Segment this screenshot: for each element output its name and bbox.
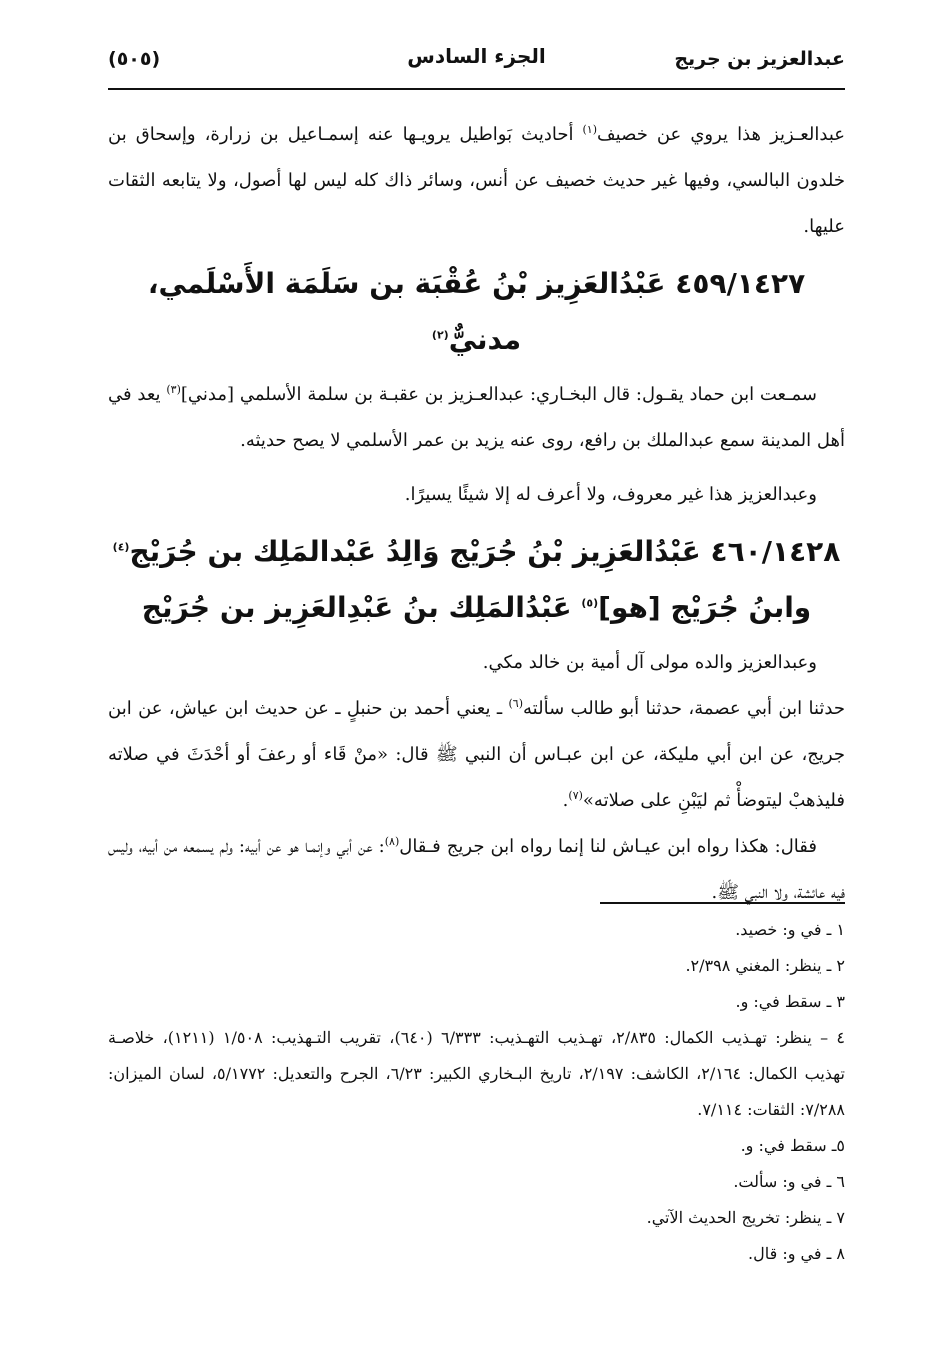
footnote-ref-3: (٣) — [166, 383, 181, 396]
paragraph-2 — [108, 372, 845, 464]
entry-heading-460-line-2a: وابنُ جُرَيْج [هو] — [598, 591, 812, 624]
paragraph-5-end: . — [562, 790, 569, 811]
footnote-divider — [600, 902, 845, 904]
footnote-ref-4: (٤) — [112, 540, 130, 554]
footnote-ref-7: (٧) — [568, 789, 583, 802]
entry-heading-460 — [108, 524, 845, 636]
paragraph-5-rest: ـ يعني أحمد بن حنبلٍ ـ عن حديث ابن عياش، عن ابن جريج، عن ابن أبي مليكة، عن ابن عبـاس أن النبي ﷺ قال: «منْ قَاء أو رعفَ أو أحْدَثَ في صلاته فليذهبْ ليتوضأْ ثم ليَبْنِ على صلاته» — [108, 698, 845, 811]
main-text — [108, 112, 845, 916]
footnote-ref-6: (٦) — [508, 697, 524, 710]
paragraph-6-rest: : عن أبي وإنمـا هو عن أبيه: ولم يسمعه من أبيه، وليس فيه عائشة، ولا النبي ﷺ. — [108, 836, 845, 903]
footnote-ref-8: (٨) — [384, 835, 400, 848]
entry-heading-460-line-1-text: ٤٦٠/١٤٢٨ عَبْدُالعَزِيز بْنُ جُرَيْج وَالِدُ عَبْدالمَلِك بن جُرَيْج — [129, 535, 841, 568]
footnote-8: ٨ ـ في و: قال. — [748, 1244, 845, 1263]
paragraph-2-rest: يعد في أهل المدينة سمع عبدالملك بن رافع، روى عنه يزيد بن عمر الأسلمي لا يصح حديثه. — [108, 384, 845, 451]
page-number: (٥٠٥) — [108, 48, 161, 70]
paragraph-3: وعبدالعزيز هذا غير معروف، ولا أعرف له إلا شيئًا يسيرًا. — [404, 484, 817, 505]
header-divider — [108, 88, 845, 90]
footnotes — [108, 912, 845, 1272]
paragraph-5 — [108, 686, 845, 824]
page-header — [108, 40, 845, 80]
footnote-6: ٦ ـ في و: سألت. — [733, 1172, 845, 1191]
footnote-2: ٢ ـ ينظر: المغني ٢/٣٩٨. — [685, 956, 845, 975]
footnote-5: ٥ـ سقط في: و. — [740, 1136, 845, 1155]
footnote-ref-1: (١) — [582, 123, 598, 136]
volume-title: الجزء السادس — [407, 44, 546, 68]
spacer — [108, 464, 845, 472]
paragraph-5-text: حدثنا ابن أبي عصمة، حدثنا أبو طالب سألته — [523, 698, 845, 719]
paragraph-1 — [108, 112, 845, 250]
paragraph-1-rest: أحاديث بَواطيل يرويـها عنه إسمـاعيل بن زرارة، وإسحاق بن خلدون البالسي، وفيها غير حديث خصيف عن أنس، وسائر ذاك كله ليس لها أصول، ولا يتابعه الثقات عليها. — [108, 124, 845, 237]
paragraph-2-text: سمـعت ابن حماد يقـول: قال البخـاري: عبدالعـزيز بن عقبـة بن سلمة الأسلمي [مدني] — [180, 384, 817, 405]
entry-heading-459-text: ٤٥٩/١٤٢٧ عَبْدُالعَزِيز بْنُ عُقْبَة بن سَلَمَة الأَسْلَمي، مدنيٌّ — [147, 267, 806, 356]
footnote-1: ١ ـ في و: خصيد. — [735, 920, 845, 939]
paragraph-1-text: عبدالعـزيز هذا يروي عن خصيف — [597, 124, 845, 145]
entry-heading-460-line-1 — [108, 524, 845, 580]
entry-heading-460-line-2b: عَبْدُالمَلِك بنُ عَبْدِالعَزِيز بن جُرَيْج — [141, 591, 582, 624]
running-title: عبدالعزيز بن جريج — [674, 48, 845, 70]
footnote-4: ٤ – ينظر: تهـذيب الكمال: ٢/٨٣٥، تهـذيب التهـذيب: ٦/٣٣٣ (٦٤٠)، تقريب التـهذيب: ١/٥٠٨ (١٢١١)، خلاصـة تهذيب الكمال: ٢/١٦٤، الكاشف: ٢/١٩٧، تاريخ البـخاري الكبير: ٦/٢٣، الجرح والتعديل: ٥/١٧٧٢، لسان الميزان: ٧/٢٨٨: الثقات: ٧/١١٤. — [108, 1028, 846, 1119]
footnote-7: ٧ ـ ينظر: تخريج الحديث الآتي. — [646, 1208, 845, 1227]
paragraph-4: وعبدالعزيز والده مولى آل أمية بن خالد مكي. — [482, 652, 817, 673]
entry-heading-459 — [108, 256, 845, 368]
footnote-ref-2: (٢) — [431, 328, 449, 342]
paragraph-6-text: فقال: هكذا رواه ابن عيـاش لنا إنما رواه ابن جريج فـقال — [399, 836, 817, 857]
footnote-ref-5: (٥) — [581, 596, 599, 610]
footnote-3: ٣ ـ سقط في: و. — [735, 992, 845, 1011]
entry-heading-460-line-2 — [108, 580, 845, 636]
